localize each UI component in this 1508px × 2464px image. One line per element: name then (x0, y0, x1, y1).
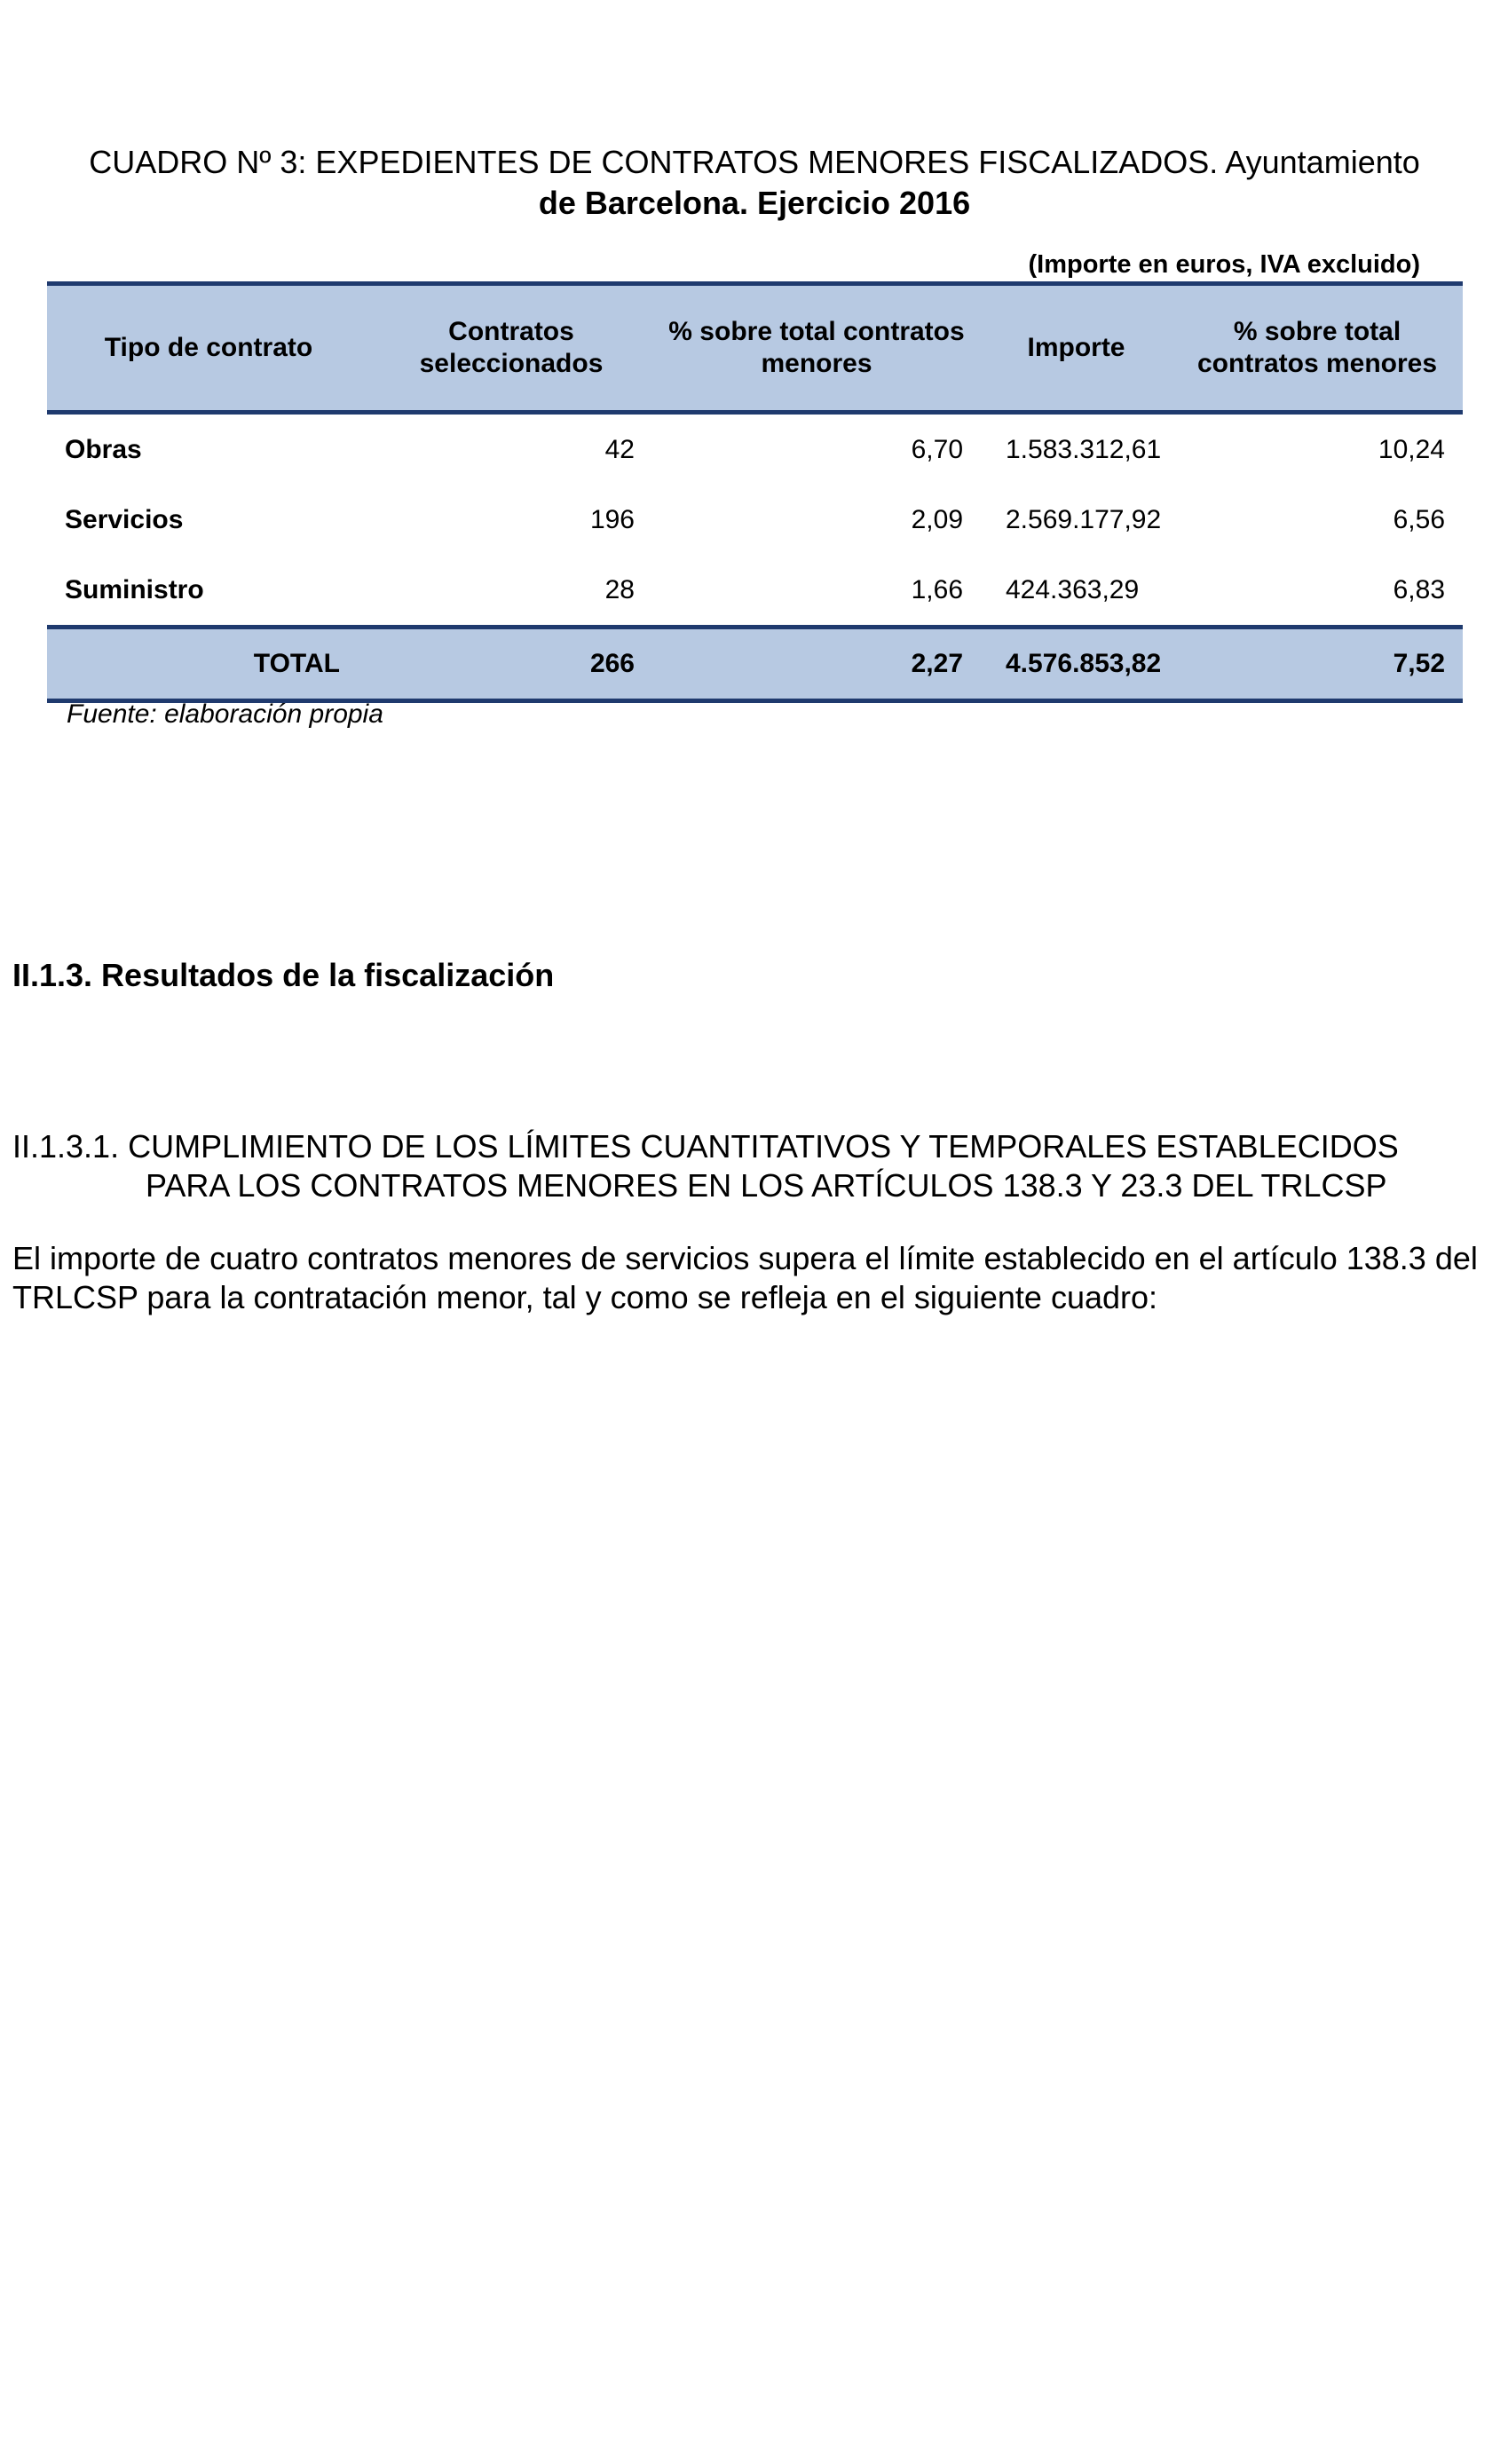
cell-importe: 1.583.312,61 (1006, 434, 1162, 464)
table-row (47, 413, 1463, 486)
subsection-heading (12, 1127, 1495, 1205)
total-tipo: TOTAL (47, 628, 370, 701)
table-row (47, 555, 1463, 628)
cell-pct-importe: 6,83 (1393, 574, 1445, 604)
cell-contratos: 28 (604, 574, 635, 604)
cell-tipo: Servicios (65, 504, 184, 534)
table-title-line-1: CUADRO Nº 3: EXPEDIENTES DE CONTRATOS MENORES FISCALIZADOS. Ayuntamiento (89, 144, 1420, 180)
total-pct-importe: 7,52 (1172, 628, 1463, 701)
table-total-row (47, 628, 1463, 701)
cell-tipo: Suministro (65, 574, 204, 604)
cell-pct-contratos: 6,70 (911, 434, 963, 464)
cell-contratos: 42 (604, 434, 635, 464)
contracts-table (47, 281, 1463, 703)
header-tipo: Tipo de contrato (47, 284, 370, 413)
cell-contratos: 196 (589, 504, 635, 534)
body-paragraph: El importe de cuatro contratos menores de servicios supera el límite establecido en el artículo 138.3 del TRLCSP para la contratación menor, tal y como se refleja en el siguiente cuadro: (12, 1240, 1478, 1315)
source-note: Fuente: elaboración propia (67, 699, 383, 729)
table-title (18, 142, 1491, 224)
cell-importe: 424.363,29 (1006, 574, 1140, 604)
section-heading: II.1.3. Resultados de la fiscalización (12, 957, 555, 993)
units-note: (Importe en euros, IVA excluido) (1028, 250, 1420, 279)
cell-pct-importe: 6,56 (1393, 504, 1445, 534)
header-importe: Importe (981, 284, 1172, 413)
table-header-row (47, 284, 1463, 413)
subsection-heading-line-1: II.1.3.1. CUMPLIMIENTO DE LOS LÍMITES CUANTITATIVOS Y TEMPORALES ESTABLECIDOS (12, 1128, 1399, 1165)
table-row (47, 485, 1463, 555)
total-contratos: 266 (370, 628, 652, 701)
header-pct-contratos: % sobre total contratos menores (652, 284, 981, 413)
cell-pct-contratos: 1,66 (911, 574, 963, 604)
cell-pct-contratos: 2,09 (911, 504, 963, 534)
total-importe: 4.576.853,82 (981, 628, 1172, 701)
table-title-line-2: de Barcelona. Ejercicio 2016 (538, 185, 971, 221)
header-contratos: Contratos seleccionados (370, 284, 652, 413)
cell-pct-importe: 10,24 (1378, 434, 1445, 464)
cell-importe: 2.569.177,92 (1006, 504, 1162, 534)
header-pct-importe: % sobre total contratos menores (1172, 284, 1463, 413)
subsection-heading-line-2: PARA LOS CONTRATOS MENORES EN LOS ARTÍCULOS 138.3 Y 23.3 DEL TRLCSP (146, 1167, 1387, 1204)
cell-tipo: Obras (65, 434, 142, 464)
total-pct-contratos: 2,27 (652, 628, 981, 701)
